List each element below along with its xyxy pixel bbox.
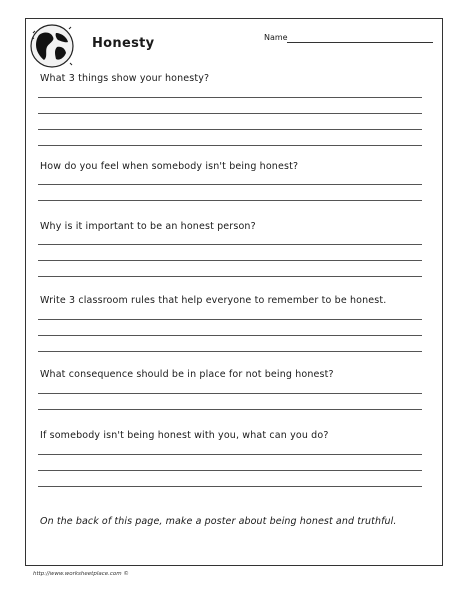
answer-line-6-2[interactable] [38,470,422,471]
name-label: Name [264,33,288,42]
answer-line-3-3[interactable] [38,276,422,277]
answer-line-2-1[interactable] [38,184,422,185]
answer-line-1-2[interactable] [38,113,422,114]
question-6: If somebody isn't being honest with you, what can you do? [40,430,329,441]
closing-instruction: On the back of this page, make a poster about being honest and truthful. [40,516,397,527]
answer-line-4-3[interactable] [38,351,422,352]
question-3: Why is it important to be an honest person? [40,221,256,232]
answer-line-3-1[interactable] [38,244,422,245]
globe-icon [29,23,75,69]
answer-line-3-2[interactable] [38,260,422,261]
answer-line-4-1[interactable] [38,319,422,320]
answer-line-6-3[interactable] [38,486,422,487]
worksheet-title: Honesty [92,36,155,51]
question-4: Write 3 classroom rules that help everyone to remember to be honest. [40,295,387,306]
answer-line-2-2[interactable] [38,200,422,201]
worksheet-frame [25,18,443,566]
answer-line-6-1[interactable] [38,454,422,455]
answer-line-1-1[interactable] [38,97,422,98]
footer-url: http://www.worksheetplace.com © [33,571,129,577]
question-5: What consequence should be in place for not being honest? [40,369,334,380]
answer-line-5-2[interactable] [38,409,422,410]
answer-line-1-3[interactable] [38,129,422,130]
question-2: How do you feel when somebody isn't being honest? [40,161,299,172]
name-field-line[interactable] [287,42,433,43]
answer-line-4-2[interactable] [38,335,422,336]
answer-line-1-4[interactable] [38,145,422,146]
answer-line-5-1[interactable] [38,393,422,394]
question-1: What 3 things show your honesty? [40,73,210,84]
